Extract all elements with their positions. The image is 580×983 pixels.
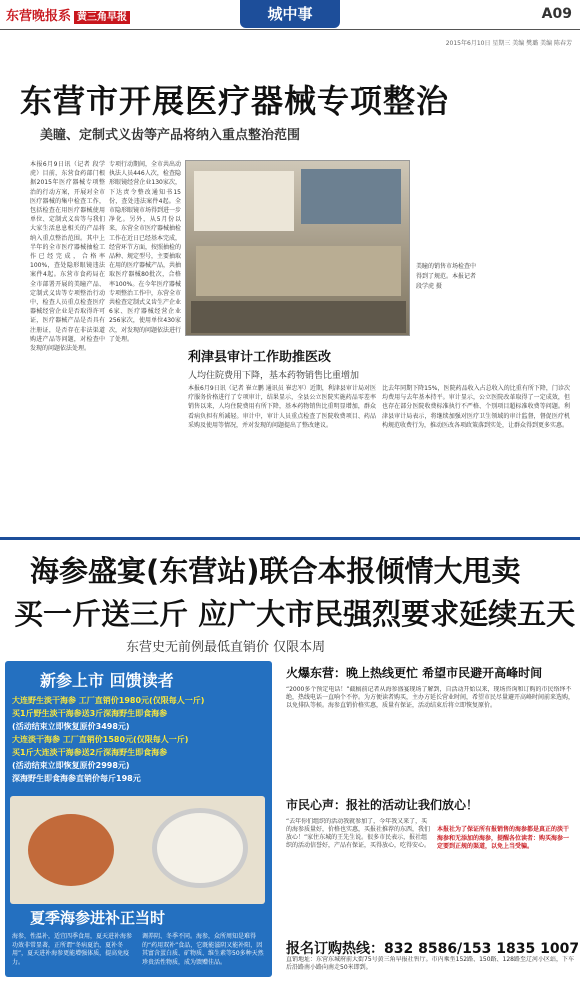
promo-line: 买1斤野生淡干海参送3斤深海野生即食海参 bbox=[12, 709, 168, 718]
order-hotline: 报名订购热线：832 8586/153 1835 1007 bbox=[286, 941, 580, 957]
store-address: 直销地址：东营东城府前大街75号黄三角早报社售厅。市内乘坐152路、150路、128路至辽河小区站，下车后沿路南小路向南走50米即到。 bbox=[286, 956, 574, 971]
article2-subheadline: 人均住院费用下降，基本药物销售比重增加 bbox=[188, 371, 360, 381]
promo-line: 大连野生淡干海参 工厂直销价1980元(仅限每人一斤) bbox=[12, 696, 205, 705]
food-photo bbox=[10, 796, 265, 904]
right-text-2: “去年你们组织的活动我就参加了，今年我又来了，买的海参质量好，价格也实惠，买报社推荐的东西，我们放心！”家住东城的王先生说。很多市民表示，报社组织的活动信誉好，产品有保证，买得放心，吃得安心。 bbox=[286, 818, 431, 849]
promo-line: (活动结束立即恢复原价2998元) bbox=[12, 761, 130, 770]
advert-tagline: 东营史无前例最低直销价 仅限本周 bbox=[126, 640, 326, 655]
right-highlight: 本报社为了保证所有报销售的海参都是真正的淡干海参和无添加的海参，提醒各位读者：购买海参一定要到正规的渠道，以免上当受骗。 bbox=[437, 826, 570, 850]
article2-column-2: 比去年同期下降15%，医院药品收入占总收入的比重有所下降，门诊次均费用与去年基本持平。审计显示，公立医院改革取得了一定成效，但也存在部分医院收费标准执行不严格、个别项目超标准收费等问题。利津县审计局表示，将继续加强对医疗卫生领域的审计监督，督促医疗机构规范收费行为，推动医改各项政策落到实处，让群众得到更多实惠。 bbox=[382, 385, 570, 429]
promo-line: 买1斤大连淡干海参送2斤深海野生即食海参 bbox=[12, 748, 168, 757]
promo-line: 深海野生即食海参直销价每斤198元 bbox=[12, 774, 141, 783]
article2-headline: 利津县审计工作助推医改 bbox=[188, 350, 332, 365]
promo-line: 大连淡干海参 工厂直销价1580元(仅限每人一斤) bbox=[12, 735, 189, 744]
page-number: A09 bbox=[541, 6, 572, 22]
issue-date: 2015年6月10日 星期三 美编 樊璐 美编 陈春芳 bbox=[445, 40, 572, 47]
article-photo bbox=[185, 160, 410, 336]
promo-title: 新参上市 回馈读者 bbox=[40, 671, 174, 690]
promo-text-right: 调养阴、冬季不同。海参，众所周知是难得的“药用双补”食品，它既能滋阴又能补阳，因其富含蛋白质、矿物质、维生素等50多种天然珍贵活性物质，成为馈赠佳品。 bbox=[142, 933, 264, 966]
promo-line: (活动结束立即恢复原价3498元) bbox=[12, 722, 130, 731]
photo-caption: 美瞳的销售市场检查中得到了规范。本报记者 段学虎 摄 bbox=[416, 263, 477, 290]
article1-headline: 东营市开展医疗器械专项整治 bbox=[20, 82, 450, 120]
promo-title-2: 夏季海参进补正当时 bbox=[30, 909, 166, 927]
page-header bbox=[0, 0, 580, 30]
right-headline-2: 市民心声：报社的活动让我们放心！ bbox=[286, 798, 479, 812]
section-tab: 城中事 bbox=[240, 0, 340, 28]
newspaper-logo: 东营晚报系 黄三角早报 bbox=[6, 5, 130, 24]
article1-subheadline: 美瞳、定制式义齿等产品将纳入重点整治范围 bbox=[40, 128, 301, 143]
article1-column-1: 本报6月9日讯（记者 段学虎）目前，东营食药部门根据2015年医疗器械专项整治的行动方案，开展对全市医疗器械的集中检查工作，包括检查在用医疗器械使用单位、定制式义齿等与我们大家生活息息相关的产品将纳入重点整治范围。其中上半年的全市医疗器械抽检工作已经完成，合格率100%，查处隐形眼镜违法案件4起。东营市食药局在全市部署开展的美瞳产品、定制式义齿等专项整治行动中，检查人员重点检查医疗器械经营企业是否取得许可证，医疗器械产品是否具有注册证，是否存在非法渠道购进产品等问题，对检查中发现的问题依法处理。 bbox=[30, 161, 105, 353]
article1-column-2: 专项行动期间，全市共出动执法人员446人次，检查隐形眼镜经营企业130家次，下达责令整改通知书15份，查处违法案件4起。全市隐形眼镜市场得到进一步净化。另外，从5月份以来，东营全市医疗器械抽检工作在近日已经基本完成，经营环节方面，按照抽检的品种、规定型号，主要抽取在用的医疗器械产品，共抽取医疗器械80批次，合格率100%。在今年医疗器械专项整治工作中，东营全市共检查定制式义齿生产企业6家、医疗器械经营企业256家次，使用单位430家次，对发现的问题依法进行了处理。 bbox=[109, 161, 181, 343]
advert-headline-1: 海参盛宴(东营站)联合本报倾情大甩卖 bbox=[30, 554, 521, 588]
promo-text-left: 海参，性温补，适宜四季食用，夏天进补海参功效非常显著，正所谓“冬病夏治，夏补冬用”，夏天进补海参更能增强体质，提高免疫力。 bbox=[12, 933, 133, 966]
article2-column-1: 本报6月9日讯（记者 崔立鹏 通讯员 崔忠军）近期，利津县审计局对医疗服务价格进行了专项审计，结果显示，全县公立医院实施药品零差率销售以来，人均住院费用有所下降，基本药物销售比重明显增加，群众看病负担有所减轻。审计中，审计人员重点检查了医院收费项目、药品采购及使用等情况，并对发现的问题提出了整改建议。 bbox=[188, 385, 376, 429]
advert-headline-2: 买一斤送三斤 应广大市民强烈要求延续五天 bbox=[14, 597, 576, 631]
right-headline-1: 火爆东营：晚上热线更忙 希望市民避开高峰时间 bbox=[286, 666, 543, 680]
right-text-1: “2000多个预定电话！”截稿前记者从海参盛宴现场了解到，自活动开始以来，现场咨询和订购的市民络绎不绝，热线电话一直响个不停。为方便读者购买，主办方延长营业时间，希望市民尽量避开高峰时间前来选购，以免排队等候。海参直销价格实惠，质量有保证，活动结束后将立即恢复原价。 bbox=[286, 686, 574, 709]
